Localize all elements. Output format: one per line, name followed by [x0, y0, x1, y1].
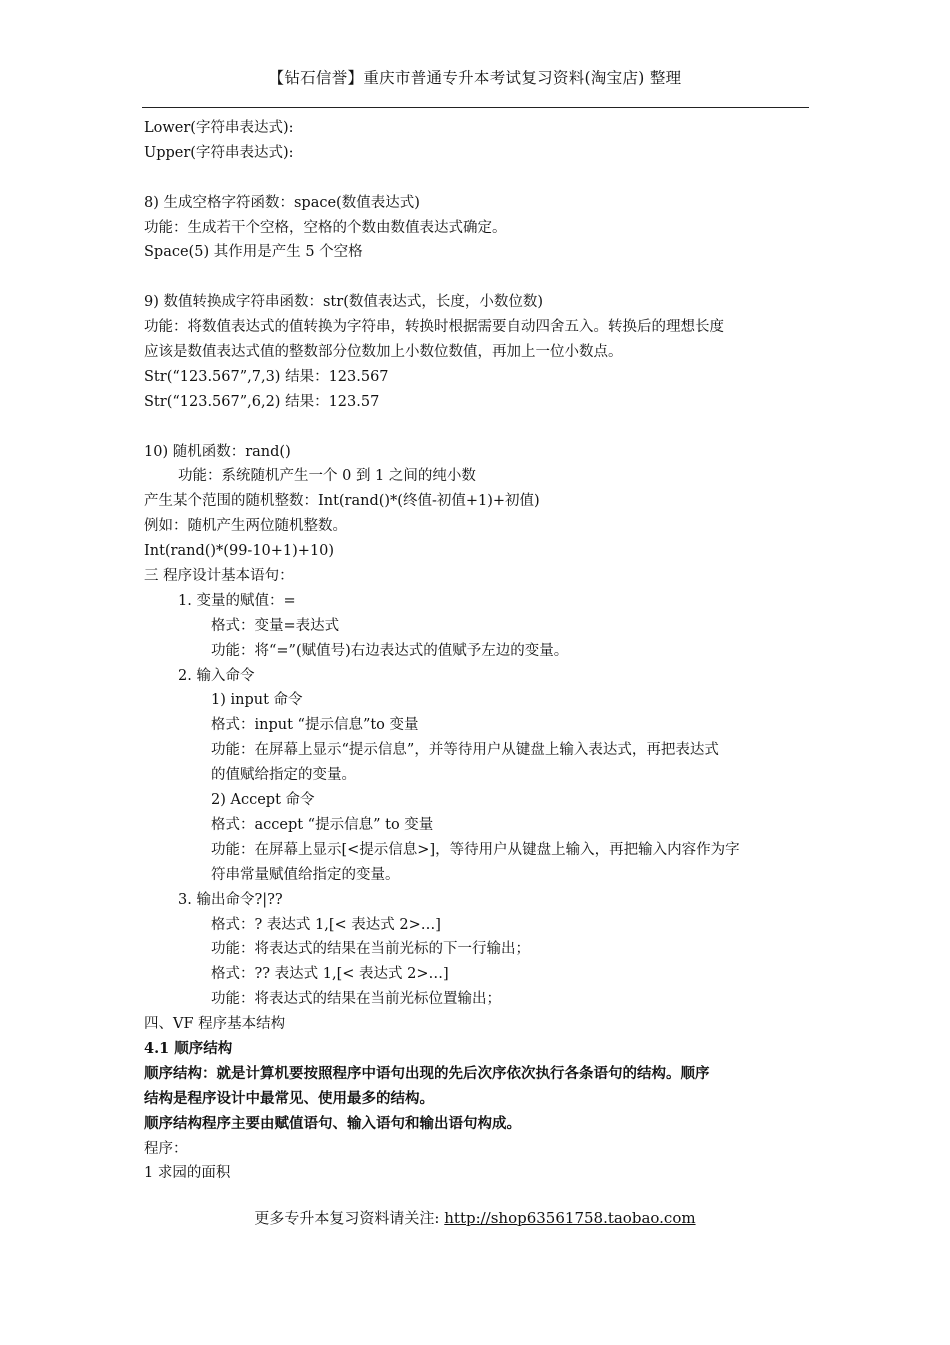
text-line: 格式：变量=表达式	[211, 617, 340, 634]
section-heading: 10) 随机函数：rand()	[144, 443, 291, 460]
blank-line	[144, 415, 808, 440]
bold-text-line: 顺序结构程序主要由赋值语句、输入语句和输出语句构成。	[144, 1114, 521, 1132]
page-footer	[0, 1207, 950, 1228]
header-divider	[142, 107, 809, 108]
code-line: Str(“123.567”,7,3) 结果：123.567	[144, 368, 389, 385]
text-line: Lower(字符串表达式):	[144, 120, 294, 136]
text-line: 功能：生成若干个空格，空格的个数由数值表达式确定。	[144, 219, 507, 236]
list-item-heading: 1. 变量的赋值：=	[178, 592, 296, 609]
text-line: 格式：? 表达式 1,[< 表达式 2>…]	[211, 916, 441, 933]
text-line: 功能：将数值表达式的值转换为字符串，转换时根据需要自动四舍五入。转换后的理想长度	[144, 319, 724, 336]
text-line: 2) Accept 命令	[211, 792, 315, 809]
section-heading: 四、VF 程序基本结构	[144, 1016, 286, 1033]
text-line: 的值赋给指定的变量。	[211, 767, 356, 784]
code-line: Str(“123.567”,6,2) 结果：123.57	[144, 393, 380, 410]
text-line: 1 求园的面积	[144, 1165, 231, 1182]
text-line: 符串常量赋值给指定的变量。	[211, 866, 400, 883]
list-item-heading: 3. 输出命令?|??	[178, 891, 283, 908]
text-line: 格式：?? 表达式 1,[< 表达式 2>…]	[211, 966, 449, 983]
text-line: 应该是数值表达式值的整数部分位数加上小数位数值，再加上一位小数点。	[144, 344, 623, 361]
text-line: Space(5) 其作用是产生 5 个空格	[144, 244, 363, 261]
bold-text-line: 顺序结构：就是计算机要按照程序中语句出现的先后次序依次执行各条语句的结构。顺序	[144, 1064, 710, 1082]
document-body	[144, 116, 808, 1186]
shop-link[interactable]: http://shop63561758.taobao.com	[444, 1209, 696, 1227]
text-line: 功能：将“=”(赋值号)右边表达式的值赋予左边的变量。	[211, 642, 569, 659]
blank-line	[144, 265, 808, 290]
text-line: 例如：随机产生两位随机整数。	[144, 518, 347, 535]
text-line: 产生某个范围的随机整数：Int(rand()*(终值-初值+1)+初值)	[144, 493, 540, 510]
section-heading: 8) 生成空格字符函数：space(数值表达式)	[144, 194, 420, 211]
blank-line	[144, 166, 808, 191]
text-line: 功能：将表达式的结果在当前光标的下一行输出；	[211, 941, 530, 958]
page-header: 【钻石信誉】重庆市普通专升本考试复习资料(淘宝店) 整理	[268, 69, 682, 87]
text-line: 功能：将表达式的结果在当前光标位置输出；	[211, 991, 501, 1008]
code-line: Int(rand()*(99-10+1)+10)	[144, 543, 335, 560]
text-line: 1) input 命令	[211, 692, 303, 709]
list-item-heading: 2. 输入命令	[178, 667, 255, 684]
text-line: 功能：在屏幕上显示[<提示信息>]，等待用户从键盘上输入，再把输入内容作为字	[211, 841, 740, 858]
text-line: 功能：在屏幕上显示“提示信息”，并等待用户从键盘上输入表达式，再把表达式	[211, 742, 719, 759]
text-line: 格式：accept “提示信息” to 变量	[211, 816, 434, 833]
text-line: Upper(字符串表达式):	[144, 144, 294, 161]
section-heading: 三 程序设计基本语句：	[144, 568, 294, 585]
section-heading: 9) 数值转换成字符串函数：str(数值表达式，长度，小数位数)	[144, 294, 544, 311]
footer-label: 更多专升本复习资料请关注:	[254, 1209, 445, 1227]
bold-text-line: 结构是程序设计中最常见、使用最多的结构。	[144, 1089, 434, 1107]
subsection-heading: 4.1 顺序结构	[144, 1039, 233, 1057]
text-line: 功能：系统随机产生一个 0 到 1 之间的纯小数	[178, 468, 476, 485]
text-line: 程序：	[144, 1140, 188, 1157]
text-line: 格式：input “提示信息”to 变量	[211, 717, 419, 734]
